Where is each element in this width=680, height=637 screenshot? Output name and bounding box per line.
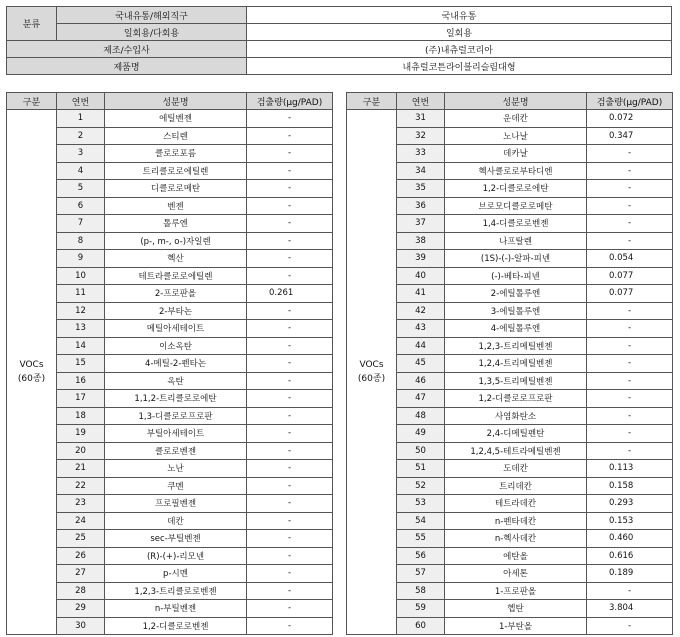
amount-cell: - <box>247 127 333 145</box>
no-cell: 56 <box>397 547 445 565</box>
product-info-table <box>6 6 672 75</box>
info-value: 일회용 <box>247 24 672 41</box>
no-cell: 50 <box>397 442 445 460</box>
amount-cell: - <box>247 582 333 600</box>
name-cell: 나프탈렌 <box>445 232 587 250</box>
amount-cell: - <box>587 355 673 373</box>
no-cell: 23 <box>57 495 105 513</box>
name-cell: 운데칸 <box>445 110 587 128</box>
amount-cell: 0.616 <box>587 547 673 565</box>
no-cell: 51 <box>397 460 445 478</box>
amount-cell: - <box>247 565 333 583</box>
name-cell: 데카날 <box>445 145 587 163</box>
amount-cell: - <box>587 390 673 408</box>
no-cell: 24 <box>57 512 105 530</box>
name-cell: 1,2,3-트리메틸벤젠 <box>445 337 587 355</box>
no-cell: 49 <box>397 425 445 443</box>
amount-cell: - <box>247 442 333 460</box>
no-cell: 44 <box>397 337 445 355</box>
amount-cell: - <box>587 617 673 635</box>
name-cell: n-펜타데칸 <box>445 512 587 530</box>
info-label: 국내유통/해외직구 <box>57 7 247 24</box>
no-cell: 47 <box>397 390 445 408</box>
name-cell: 트리클로로에틸렌 <box>105 162 247 180</box>
no-cell: 17 <box>57 390 105 408</box>
no-cell: 57 <box>397 565 445 583</box>
name-cell: n-부틸벤젠 <box>105 600 247 618</box>
no-cell: 14 <box>57 337 105 355</box>
name-cell: 1-프로판올 <box>445 582 587 600</box>
name-cell: 도데칸 <box>445 460 587 478</box>
no-header: 연번 <box>397 93 445 110</box>
amount-cell: - <box>247 232 333 250</box>
name-cell: 4-에틸톨루엔 <box>445 320 587 338</box>
amount-cell: 0.113 <box>587 460 673 478</box>
amount-cell: 0.261 <box>247 285 333 303</box>
amount-cell: - <box>247 250 333 268</box>
no-cell: 60 <box>397 617 445 635</box>
name-cell: 헵탄 <box>445 600 587 618</box>
no-cell: 6 <box>57 197 105 215</box>
no-cell: 9 <box>57 250 105 268</box>
group-label: VOCs <box>359 360 384 370</box>
amount-cell: - <box>247 162 333 180</box>
amount-cell: - <box>247 407 333 425</box>
no-cell: 20 <box>57 442 105 460</box>
amount-cell: - <box>247 215 333 233</box>
group-header: 구분 <box>7 93 57 110</box>
info-label: 제조/수입사 <box>7 41 247 58</box>
no-cell: 26 <box>57 547 105 565</box>
name-cell: 테트라클로로에틸렌 <box>105 267 247 285</box>
amount-cell: - <box>587 180 673 198</box>
amount-cell: - <box>247 372 333 390</box>
amount-cell: - <box>247 530 333 548</box>
amount-cell: - <box>247 617 333 635</box>
no-cell: 13 <box>57 320 105 338</box>
amount-cell: - <box>247 460 333 478</box>
name-cell: 헥사클로로부타디엔 <box>445 162 587 180</box>
amount-cell: - <box>247 495 333 513</box>
info-value: (주)내츄럴코리아 <box>247 41 672 58</box>
amount-cell: 3.804 <box>587 600 673 618</box>
amount-cell: 0.189 <box>587 565 673 583</box>
name-cell: p-시멘 <box>105 565 247 583</box>
name-cell: 프로필벤젠 <box>105 495 247 513</box>
name-cell: 사염화탄소 <box>445 407 587 425</box>
no-cell: 42 <box>397 302 445 320</box>
info-row <box>7 58 672 75</box>
no-cell: 15 <box>57 355 105 373</box>
name-cell: (R)-(+)-리모넨 <box>105 547 247 565</box>
name-cell: 1-부탄올 <box>445 617 587 635</box>
name-cell: 톨루엔 <box>105 215 247 233</box>
amount-header: 검출량(μg/PAD) <box>247 93 333 110</box>
amount-cell: - <box>587 337 673 355</box>
amount-cell: - <box>247 145 333 163</box>
info-row <box>7 7 672 24</box>
name-cell: 옥탄 <box>105 372 247 390</box>
info-row <box>7 41 672 58</box>
info-label: 제품명 <box>7 58 247 75</box>
no-cell: 53 <box>397 495 445 513</box>
amount-cell: 0.077 <box>587 285 673 303</box>
no-cell: 35 <box>397 180 445 198</box>
no-cell: 32 <box>397 127 445 145</box>
amount-cell: - <box>587 582 673 600</box>
name-cell: 노나날 <box>445 127 587 145</box>
table-row <box>347 110 673 128</box>
name-cell: 디클로로메탄 <box>105 180 247 198</box>
name-cell: 노난 <box>105 460 247 478</box>
name-cell: 2-프로판올 <box>105 285 247 303</box>
amount-cell: - <box>247 547 333 565</box>
group-count: (60종) <box>357 374 386 384</box>
no-cell: 40 <box>397 267 445 285</box>
no-cell: 4 <box>57 162 105 180</box>
name-cell: 2,4-디메틸펜탄 <box>445 425 587 443</box>
no-cell: 46 <box>397 372 445 390</box>
group-cell <box>7 110 57 635</box>
info-value: 국내유통 <box>247 7 672 24</box>
amount-cell: - <box>587 232 673 250</box>
group-cell <box>347 110 397 635</box>
amount-header: 검출량(μg/PAD) <box>587 93 673 110</box>
no-cell: 18 <box>57 407 105 425</box>
no-cell: 39 <box>397 250 445 268</box>
no-cell: 34 <box>397 162 445 180</box>
table-row <box>7 110 333 128</box>
name-cell: 1,4-디클로로벤젠 <box>445 215 587 233</box>
name-cell: 쿠멘 <box>105 477 247 495</box>
no-cell: 55 <box>397 530 445 548</box>
no-cell: 58 <box>397 582 445 600</box>
no-cell: 54 <box>397 512 445 530</box>
no-cell: 2 <box>57 127 105 145</box>
name-cell: 2-에틸톨루엔 <box>445 285 587 303</box>
no-cell: 33 <box>397 145 445 163</box>
group-count: (60종) <box>17 374 46 384</box>
group-label: VOCs <box>19 360 44 370</box>
name-cell: (1S)-(-)-알파-피넨 <box>445 250 587 268</box>
amount-cell: - <box>247 600 333 618</box>
name-cell: 메틸아세테이트 <box>105 320 247 338</box>
amount-cell: - <box>247 197 333 215</box>
name-cell: 클로로벤젠 <box>105 442 247 460</box>
amount-cell: - <box>247 267 333 285</box>
name-cell: 클로로포름 <box>105 145 247 163</box>
amount-cell: 0.158 <box>587 477 673 495</box>
amount-cell: 0.347 <box>587 127 673 145</box>
name-cell: 벤젠 <box>105 197 247 215</box>
no-cell: 5 <box>57 180 105 198</box>
no-cell: 1 <box>57 110 105 128</box>
amount-cell: - <box>247 512 333 530</box>
amount-cell: - <box>247 302 333 320</box>
amount-cell: - <box>587 215 673 233</box>
amount-cell: 0.072 <box>587 110 673 128</box>
amount-cell: 0.077 <box>587 267 673 285</box>
amount-cell: - <box>247 425 333 443</box>
no-cell: 43 <box>397 320 445 338</box>
name-cell: 에틸벤젠 <box>105 110 247 128</box>
no-cell: 19 <box>57 425 105 443</box>
no-cell: 48 <box>397 407 445 425</box>
no-cell: 28 <box>57 582 105 600</box>
name-cell: sec-부틸벤젠 <box>105 530 247 548</box>
amount-cell: - <box>247 477 333 495</box>
name-cell: 스티렌 <box>105 127 247 145</box>
name-cell: 1,2,4-트리메틸벤젠 <box>445 355 587 373</box>
amount-cell: - <box>247 355 333 373</box>
name-cell: 3-에틸톨루엔 <box>445 302 587 320</box>
no-cell: 7 <box>57 215 105 233</box>
amount-cell: - <box>247 390 333 408</box>
no-cell: 29 <box>57 600 105 618</box>
results-table-left <box>6 92 333 635</box>
no-cell: 59 <box>397 600 445 618</box>
name-cell: (-)-베타-피넨 <box>445 267 587 285</box>
info-value: 내츄럴코튼라이블리슬림대형 <box>247 58 672 75</box>
no-cell: 38 <box>397 232 445 250</box>
name-cell: 2-부타논 <box>105 302 247 320</box>
no-cell: 11 <box>57 285 105 303</box>
no-cell: 10 <box>57 267 105 285</box>
name-cell: 헥산 <box>105 250 247 268</box>
no-cell: 41 <box>397 285 445 303</box>
amount-cell: - <box>587 425 673 443</box>
name-cell: 1,3-디클로로프로판 <box>105 407 247 425</box>
no-cell: 12 <box>57 302 105 320</box>
name-header: 성분명 <box>105 93 247 110</box>
amount-cell: - <box>587 407 673 425</box>
amount-cell: 0.293 <box>587 495 673 513</box>
name-cell: 1,2,4,5-테트라메틸벤젠 <box>445 442 587 460</box>
no-cell: 25 <box>57 530 105 548</box>
amount-cell: 0.153 <box>587 512 673 530</box>
info-label: 일회용/다회용 <box>57 24 247 41</box>
name-header: 성분명 <box>445 93 587 110</box>
no-cell: 31 <box>397 110 445 128</box>
no-cell: 52 <box>397 477 445 495</box>
amount-cell: - <box>587 372 673 390</box>
amount-cell: - <box>587 302 673 320</box>
name-cell: 아세톤 <box>445 565 587 583</box>
header-row <box>347 93 673 110</box>
name-cell: 테트라데칸 <box>445 495 587 513</box>
name-cell: 1,1,2-트리클로로에탄 <box>105 390 247 408</box>
amount-cell: - <box>247 320 333 338</box>
info-row <box>7 24 672 41</box>
amount-cell: 0.460 <box>587 530 673 548</box>
category-label: 분류 <box>7 7 57 41</box>
amount-cell: - <box>247 110 333 128</box>
no-cell: 21 <box>57 460 105 478</box>
name-cell: 이소옥탄 <box>105 337 247 355</box>
name-cell: 에탄올 <box>445 547 587 565</box>
name-cell: 1,2-디클로로벤젠 <box>105 617 247 635</box>
no-header: 연번 <box>57 93 105 110</box>
amount-cell: - <box>587 320 673 338</box>
name-cell: 4-메틸-2-펜타논 <box>105 355 247 373</box>
amount-cell: - <box>247 337 333 355</box>
header-row <box>7 93 333 110</box>
no-cell: 36 <box>397 197 445 215</box>
results-table-right <box>346 92 673 635</box>
name-cell: 데칸 <box>105 512 247 530</box>
name-cell: n-헥사데칸 <box>445 530 587 548</box>
no-cell: 3 <box>57 145 105 163</box>
name-cell: 1,2-디클로로에탄 <box>445 180 587 198</box>
name-cell: 트리데칸 <box>445 477 587 495</box>
amount-cell: - <box>587 162 673 180</box>
no-cell: 27 <box>57 565 105 583</box>
name-cell: 1,2,3-트리클로로벤젠 <box>105 582 247 600</box>
amount-cell: - <box>587 442 673 460</box>
name-cell: 브로모디클로로메탄 <box>445 197 587 215</box>
name-cell: 부틸아세테이트 <box>105 425 247 443</box>
no-cell: 30 <box>57 617 105 635</box>
no-cell: 8 <box>57 232 105 250</box>
amount-cell: 0.054 <box>587 250 673 268</box>
name-cell: (p-, m-, o-)자일렌 <box>105 232 247 250</box>
group-header: 구분 <box>347 93 397 110</box>
no-cell: 37 <box>397 215 445 233</box>
no-cell: 22 <box>57 477 105 495</box>
amount-cell: - <box>587 197 673 215</box>
name-cell: 1,2-디클로로프로판 <box>445 390 587 408</box>
no-cell: 16 <box>57 372 105 390</box>
amount-cell: - <box>247 180 333 198</box>
no-cell: 45 <box>397 355 445 373</box>
amount-cell: - <box>587 145 673 163</box>
name-cell: 1,3,5-트리메틸벤젠 <box>445 372 587 390</box>
